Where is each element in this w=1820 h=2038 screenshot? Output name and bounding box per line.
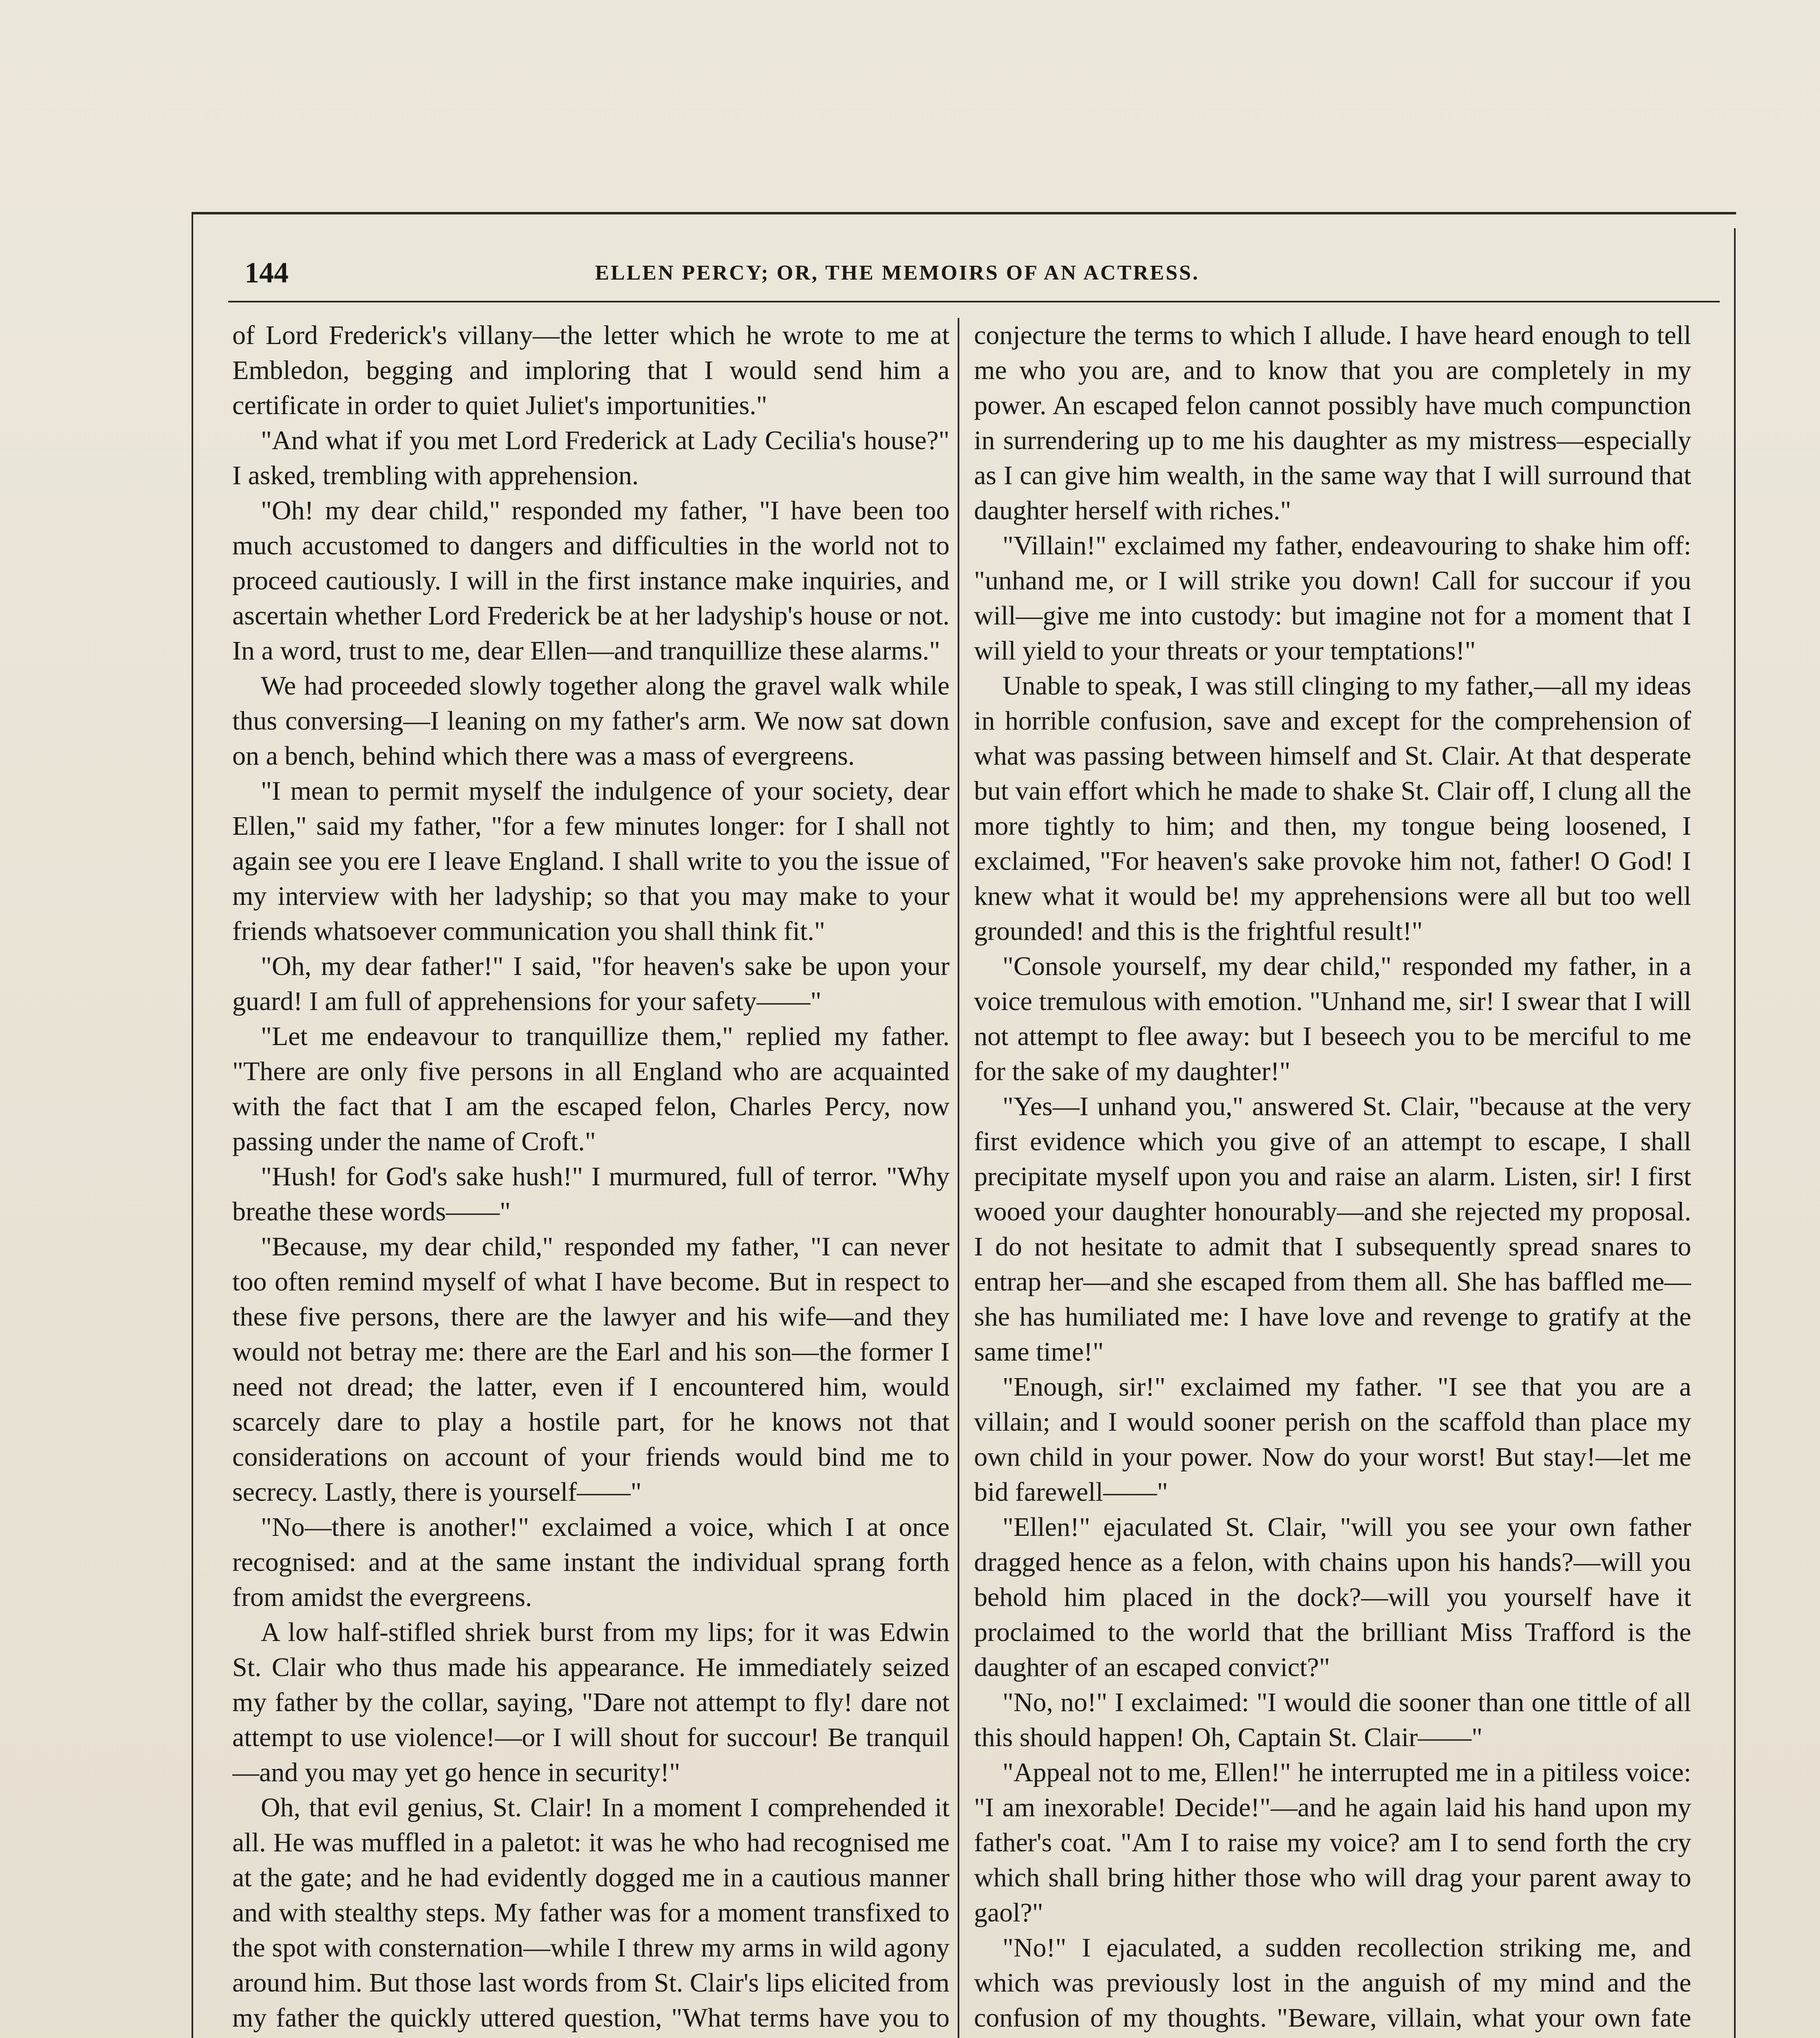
paragraph: "Oh! my dear child," responded my father, "I have been too much accustomed to dangers and difficulties in the world not to proceed cautiously. I will in the first instance make inquiries, and ascertain whether Lord Frederick be at her ladyship's house or not. In a word, trust to me, dear Ellen—and tranquillize these alarms." (232, 496, 950, 666)
paragraph: We had proceeded slowly together along the gravel walk while thus conversing—I leaning on my father's arm. We now sat down on a bench, behind which there was a mass of evergreens. (232, 671, 950, 771)
left-column (232, 318, 950, 2038)
paragraph: "Yes—I unhand you," answered St. Clair, "because at the very first evidence which you give of an attempt to escape, I shall precipitate myself upon you and raise an alarm. Listen, sir! I first wooed your daughter honourably—and she rejected my proposal. I do not hesitate to admit that I subsequently spread snares to entrap her—and she escaped from them all. She has baffled me—she has humiliated me: I have love and revenge to gratify at the same time!" (974, 1092, 1691, 1367)
page-header (245, 253, 1695, 298)
paragraph: conjecture the terms to which I allude. I have heard enough to tell me who you are, and to know that you are completely in my power. An escaped felon cannot possibly have much compunction in surrendering up to me his daughter as my mistress—especially as I can give him wealth, in the same way that I will surround that daughter herself with riches." (974, 320, 1691, 525)
paragraph: "No!" I ejaculated, a sudden recollection striking me, and which was previously lost in the anguish of my mind and the confusion of my thoughts. "Beware, villain, what your own fate (974, 1933, 1691, 2033)
paragraph: "Enough, sir!" exclaimed my father. "I see that you are a villain; and I would sooner perish on the scaffold than place my own child in your power. Now do your worst! But stay!—let me bid farewell——" (974, 1372, 1691, 1507)
paragraph: "Let me endeavour to tranquillize them," replied my father. "There are only five persons in all England who are acquainted with the fact that I am the escaped felon, Charles Percy, now passing under the name of Croft." (232, 1021, 950, 1156)
page-frame-left-rule (192, 212, 193, 2038)
paragraph: A low half-stifled shriek burst from my lips; for it was Edwin St. Clair who thus made his appearance. He immediately seized my father by the collar, saying, "Dare not attempt to fly! dare not attempt to use violence!—or I will shout for succour! Be tranquil—and you may yet go hence in security!" (232, 1617, 950, 1787)
paragraph: "Console yourself, my dear child," responded my father, in a voice tremulous with emotion. "Unhand me, sir! I swear that I will not attempt to flee away: but I beseech you to be merciful to me for the sake of my daughter!" (974, 951, 1691, 1086)
paragraph: "And what if you met Lord Frederick at Lady Cecilia's house?" I asked, trembling with apprehension. (232, 426, 950, 490)
paragraph: Oh, that evil genius, St. Clair! In a moment I comprehended it all. He was muffled in a paletot: it was he who had recognised me at the gate; and he had evidently dogged me in a cautious manner and with stealthy steps. My father was for a moment transfixed to the spot with consternation—while I threw my arms in wild agony around him. But those last words from St. Clair's lips elicited from my father the quickly uttered question, "What terms have you to (232, 1793, 950, 2033)
paragraph: "No, no!" I exclaimed: "I would die sooner than one tittle of all this should happen! Oh, Captain St. Clair——" (974, 1687, 1691, 1752)
paragraph: "Hush! for God's sake hush!" I murmured, full of terror. "Why breathe these words——" (232, 1162, 950, 1226)
paragraph: "No—there is another!" exclaimed a voice, which I at once recognised: and at the same instant the individual sprang forth from amidst the evergreens. (232, 1512, 950, 1612)
column-divider (958, 318, 959, 2038)
paragraph: "Ellen!" ejaculated St. Clair, "will you see your own father dragged hence as a felon, with chains upon his hands?—will you behold him placed in the dock?—will you yourself have it proclaimed to the world that the brilliant Miss Trafford is the daughter of an escaped convict?" (974, 1512, 1691, 1682)
paragraph: "Appeal not to me, Ellen!" he interrupted me in a pitiless voice: "I am inexorable! Decide!"—and he again laid his hand upon my father's coat. "Am I to raise my voice? am I to send forth the cry which shall bring hither those who will drag your parent away to gaol?" (974, 1758, 1691, 1928)
page-frame-right-rule (1734, 228, 1736, 2038)
right-column (974, 318, 1691, 2038)
page-number: 144 (245, 256, 289, 289)
paragraph: of Lord Frederick's villany—the letter which he wrote to me at Embledon, begging and imploring that I would send him a certificate in order to quiet Juliet's importunities." (232, 320, 950, 420)
paragraph: "Villain!" exclaimed my father, endeavouring to shake him off: "unhand me, or I will strike you down! Call for succour if you will—give me into custody: but imagine not for a moment that I will yield to your threats or your temptations!" (974, 531, 1691, 666)
paragraph: "I mean to permit myself the indulgence of your society, dear Ellen," said my father, "for a few minutes longer: for I shall not again see you ere I leave England. I shall write to you the issue of my interview with her ladyship; so that you may make to your friends whatsoever communication you shall think fit." (232, 776, 950, 946)
paragraph: "Because, my dear child," responded my father, "I can never too often remind myself of what I have become. But in respect to these five persons, there are the lawyer and his wife—and they would not betray me: there are the Earl and his son—the former I need not dread; the latter, even if I encountered him, would scarcely dare to play a hostile part, for he knows not that considerations on account of your friends would bind me to secrecy. Lastly, there is yourself——" (232, 1232, 950, 1507)
header-rule (228, 301, 1720, 302)
paragraph: "Oh, my dear father!" I said, "for heaven's sake be upon your guard! I am full of apprehensions for your safety——" (232, 951, 950, 1016)
running-title: ELLEN PERCY; OR, THE MEMOIRS OF AN ACTRESS. (595, 261, 1200, 285)
paragraph: Unable to speak, I was still clinging to my father,—all my ideas in horrible confusion, save and except for the comprehension of what was passing between himself and St. Clair. At that desperate but vain effort which he made to shake St. Clair off, I clung all the more tightly to him; and then, my tongue being loosened, I exclaimed, "For heaven's sake provoke him not, father! O God! I knew what it would be! my apprehensions were all but too well grounded! and this is the frightful result!" (974, 671, 1691, 946)
